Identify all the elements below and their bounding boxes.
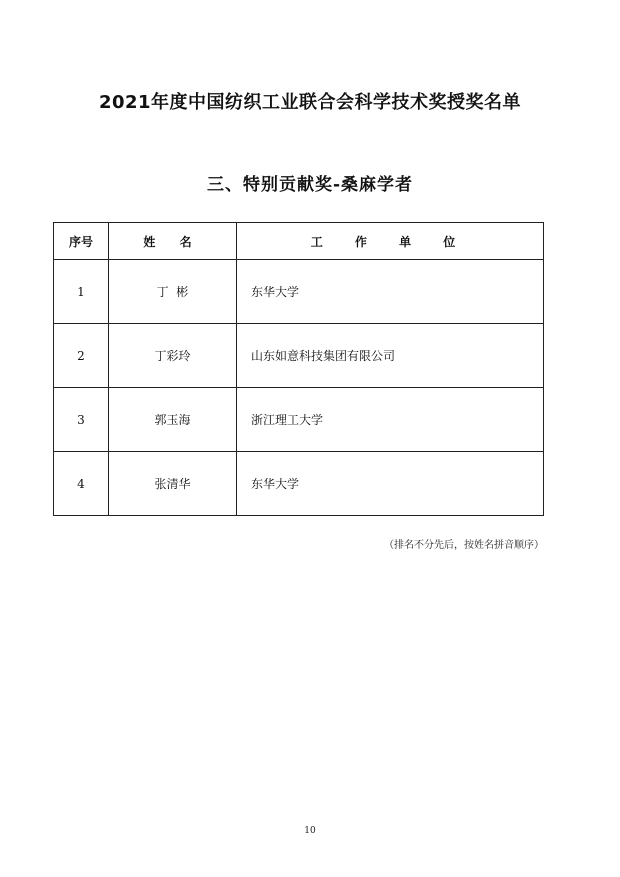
cell-no: 2 [54,324,109,388]
page-number: 10 [304,826,316,836]
table-row [54,324,544,388]
cell-name: 张清华 [109,452,237,516]
table-header-row [54,223,544,260]
table-row [54,260,544,324]
award-table [53,222,544,516]
cell-unit: 浙江理工大学 [237,388,544,452]
header-name [109,223,237,260]
header-name-label: 姓 名 [143,234,202,249]
document-title: 2021年度中国纺织工业联合会科学技术奖授奖名单 [98,92,522,113]
cell-name: 丁 彬 [109,260,237,324]
cell-unit: 东华大学 [237,452,544,516]
header-unit [237,223,544,260]
cell-no: 3 [54,388,109,452]
cell-unit: 东华大学 [237,260,544,324]
cell-no: 1 [54,260,109,324]
cell-name: 郭玉海 [109,388,237,452]
ranking-note: （排名不分先后，按姓名拼音顺序） [384,540,544,551]
table-row [54,388,544,452]
header-unit-label: 工 作 单 位 [310,234,470,249]
section-title: 三、特别贡献奖-桑麻学者 [206,175,414,195]
header-no: 序号 [54,223,109,260]
cell-name: 丁彩玲 [109,324,237,388]
cell-no: 4 [54,452,109,516]
table-row [54,452,544,516]
cell-unit: 山东如意科技集团有限公司 [237,324,544,388]
